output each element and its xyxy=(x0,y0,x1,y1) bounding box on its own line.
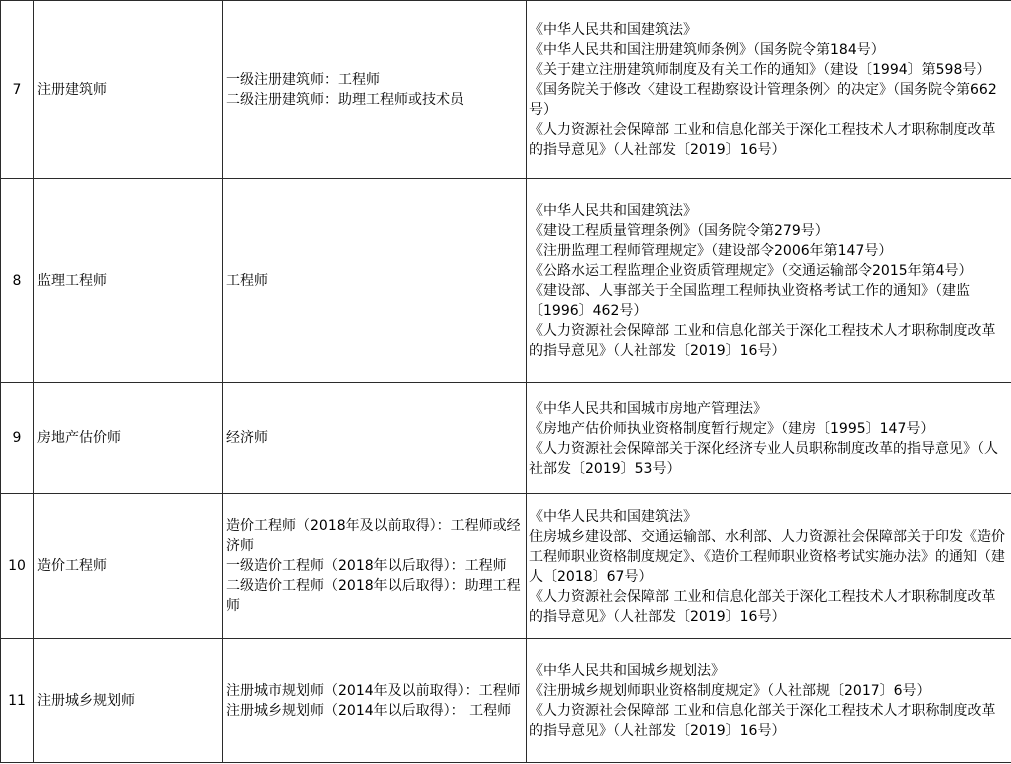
qualification-name: 注册城乡规划师 xyxy=(34,639,223,763)
qualification-name: 造价工程师 xyxy=(34,494,223,639)
corresponding-title: 注册城市规划师（2014年及以前取得）：工程师 注册城乡规划师（2014年以后取得）： 工程师 xyxy=(223,639,527,763)
corresponding-title: 经济师 xyxy=(223,383,527,494)
row-number: 8 xyxy=(1,179,34,383)
corresponding-title: 造价工程师（2018年及以前取得）：工程师或经济师 一级造价工程师（2018年以后取得）：工程师 二级造价工程师（2018年以后取得）：助理工程师 xyxy=(223,494,527,639)
row-number: 11 xyxy=(1,639,34,763)
table-row xyxy=(1,1,1011,179)
policy-basis: 《中华人民共和国城乡规划法》 《注册城乡规划师职业资格制度规定》（人社部规〔2017〕6号） 《人力资源社会保障部 工业和信息化部关于深化工程技术人才职称制度改革的指导意见》（人社部发〔2019〕16号） xyxy=(527,639,1011,763)
table-row xyxy=(1,179,1011,383)
table-row xyxy=(1,494,1011,639)
corresponding-title: 工程师 xyxy=(223,179,527,383)
table-row xyxy=(1,639,1011,763)
policy-basis: 《中华人民共和国建筑法》 住房城乡建设部、交通运输部、水利部、人力资源社会保障部关于印发《造价工程师职业资格制度规定》、《造价工程师职业资格考试实施办法》的通知（建人〔2018〕67号） 《人力资源社会保障部 工业和信息化部关于深化工程技术人才职称制度改革的指导意见》（人社部发〔2019〕16号） xyxy=(527,494,1011,639)
qualification-name: 房地产估价师 xyxy=(34,383,223,494)
table-row xyxy=(1,383,1011,494)
row-number: 7 xyxy=(1,1,34,179)
policy-basis: 《中华人民共和国建筑法》 《建设工程质量管理条例》（国务院令第279号） 《注册监理工程师管理规定》（建设部令2006年第147号） 《公路水运工程监理企业资质管理规定》（交通运输部令2015年第4号） 《建设部、人事部关于全国监理工程师执业资格考试工作的通知》（建监〔1996〕462号） 《人力资源社会保障部 工业和信息化部关于深化工程技术人才职称制度改革的指导意见》（人社部发〔2019〕16号） xyxy=(527,179,1011,383)
qualification-name: 注册建筑师 xyxy=(34,1,223,179)
policy-basis: 《中华人民共和国建筑法》 《中华人民共和国注册建筑师条例》（国务院令第184号） 《关于建立注册建筑师制度及有关工作的通知》（建设〔1994〕第598号） 《国务院关于修改〈建设工程勘察设计管理条例〉的决定》（国务院令第662号） 《人力资源社会保障部 工业和信息化部关于深化工程技术人才职称制度改革的指导意见》（人社部发〔2019〕16号） xyxy=(527,1,1011,179)
corresponding-title: 一级注册建筑师：工程师 二级注册建筑师：助理工程师或技术员 xyxy=(223,1,527,179)
qualification-name: 监理工程师 xyxy=(34,179,223,383)
row-number: 9 xyxy=(1,383,34,494)
policy-basis: 《中华人民共和国城市房地产管理法》 《房地产估价师执业资格制度暂行规定》（建房〔1995〕147号） 《人力资源社会保障部关于深化经济专业人员职称制度改革的指导意见》（人社部发〔2019〕53号） xyxy=(527,383,1011,494)
row-number: 10 xyxy=(1,494,34,639)
